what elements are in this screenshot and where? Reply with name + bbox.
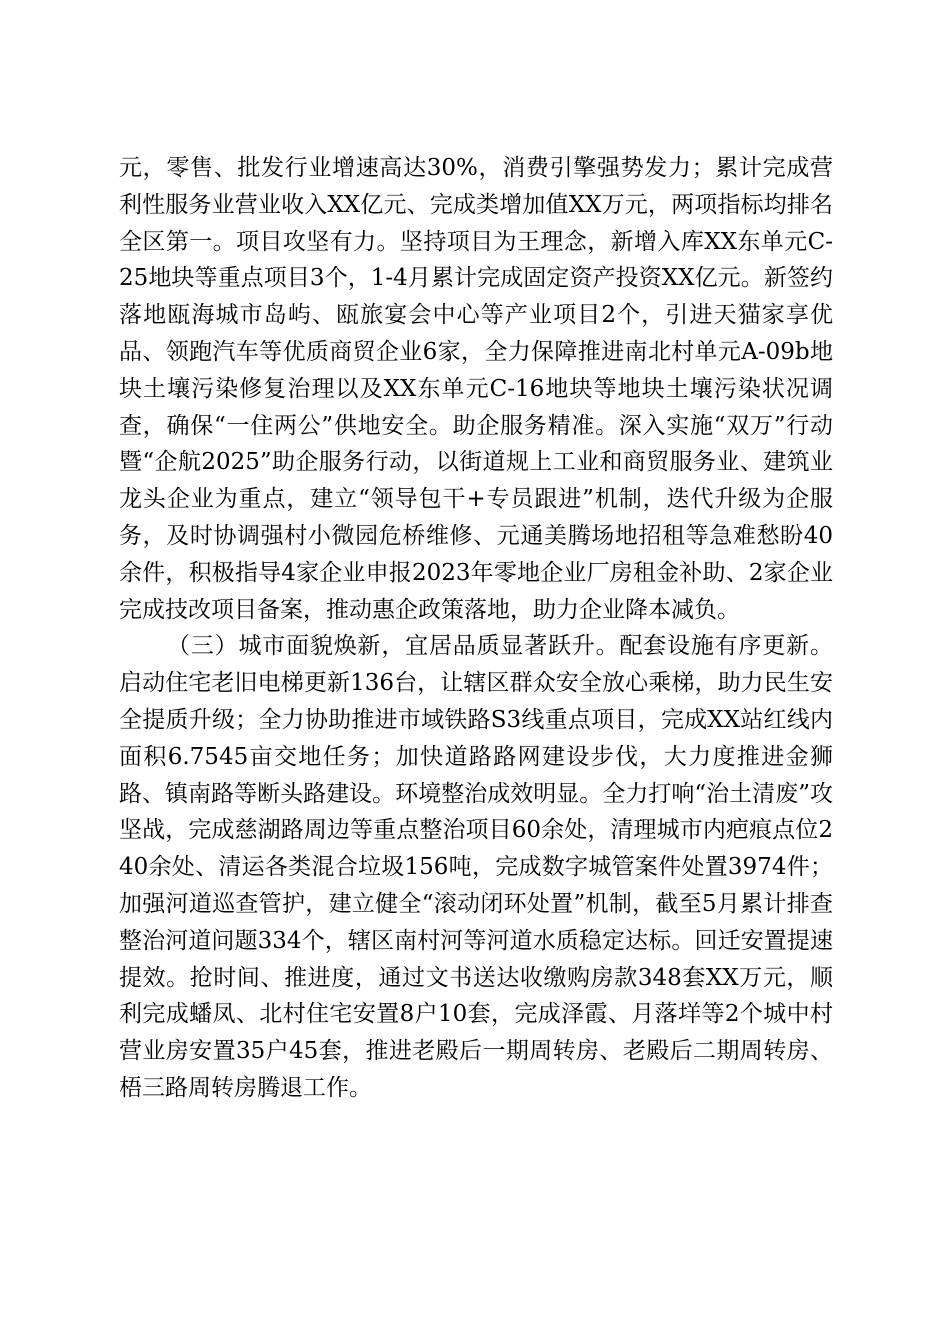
paragraph-economy-continued: 元，零售、批发行业增速高达30%，消费引擎强势发力；累计完成营利性服务业营业收入XX亿元、完成类增加值XX万元，两项指标均排名全区第一。项目攻坚有力。坚持项目为王理念，新增入库XX东单元C-25地块等重点项目3个，1-4月累计完成固定资产投资XX亿元。新签约落地瓯海城市岛屿、瓯旅宴会中心等产业项目2个，引进天猫家享优品、领跑汽车等优质商贸企业6家，全力保障推进南北村单元A-09b地块土壤污染修复治理以及XX东单元C-16地块等地块土壤污染状况调查，确保“一住两公”供地安全。助企服务精准。深入实施“双万”行动暨“企航2025”助企服务行动，以街道规上工业和商贸服务业、建筑业龙头企业为重点，建立“领导包干+专员跟进”机制，迭代升级为企服务，及时协调强村小微园危桥维修、元通美腾场地招租等急难愁盼40余件，积极指导4家企业申报2023年零地企业厂房租金补助、2家企业完成技改项目备案，推动惠企政策落地，助力企业降本减负。 <box>119 155 833 623</box>
paragraph-city-appearance: （三）城市面貌焕新，宜居品质显著跃升。配套设施有序更新。启动住宅老旧电梯更新136台，让辖区群众安全放心乘梯，助力民生安全提质升级；全力协助推进市域铁路S3线重点项目，完成XX站红线内面积6.7545亩交地任务；加快道路路网建设步伐，大力度推进金狮路、镇南路等断头路建设。环境整治成效明显。全力打响“治土清废”攻坚战，完成慈湖路周边等重点整治项目60余处，清理城市内疤痕点位240余处、清运各类混合垃圾156吨，完成数字城管案件处置3974件；加强河道巡查管护，建立健全“滚动闭环处置”机制，截至5月累计排查整治河道问题334个，辖区南村河等河道水质稳定达标。回迁安置提速提效。抢时间、推进度，通过文书送达收缴购房款348套XX万元，顺利完成蟠凤、北村住宅安置8户10套，完成泽霞、月落垟等2个城中村营业房安置35户45套，推进老殿后一期周转房、老殿后二期周转房、梧三路周转房腾退工作。 <box>119 633 833 1101</box>
document-body <box>119 150 833 1107</box>
